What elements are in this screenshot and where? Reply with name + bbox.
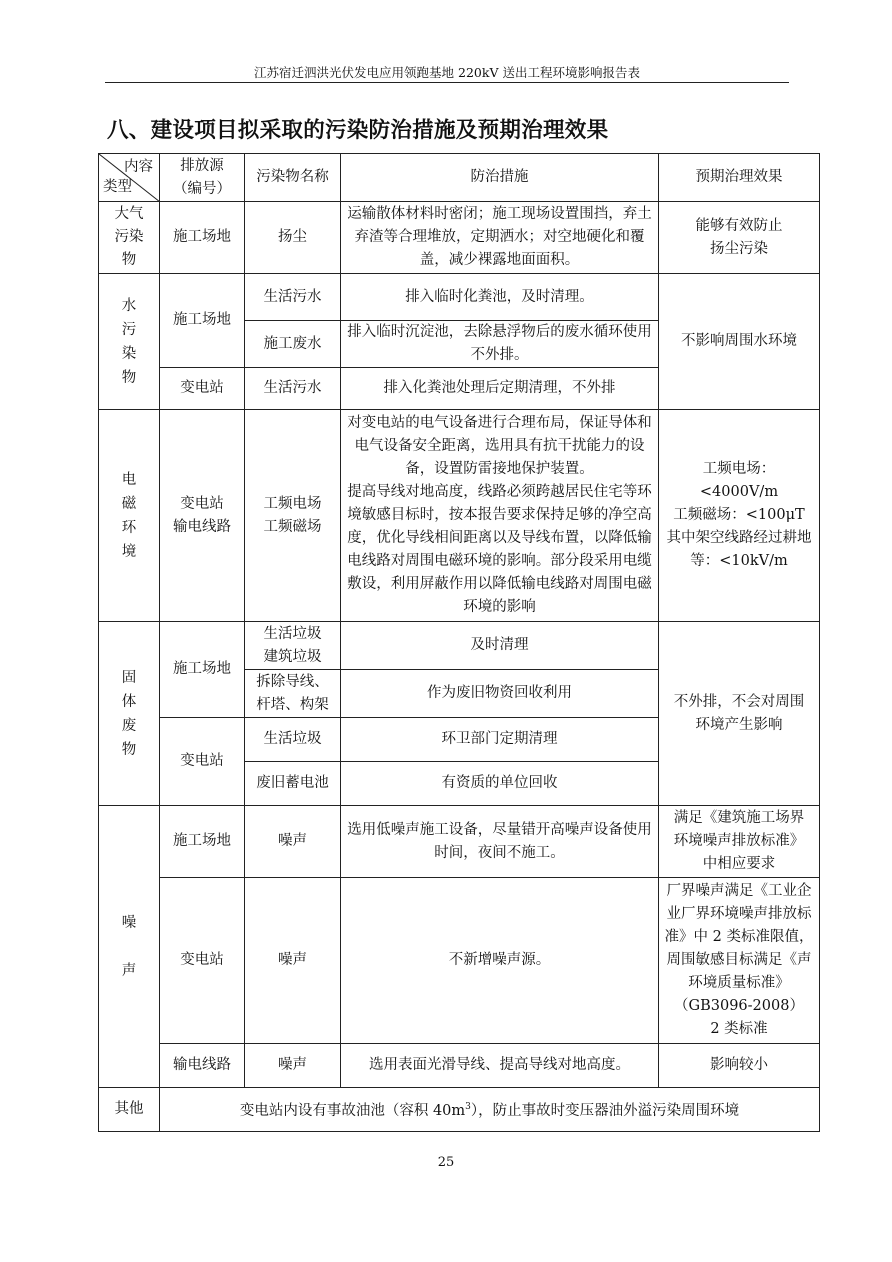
measures-cell: 排入化粪池处理后定期清理，不外排 (341, 368, 659, 410)
pollutant-cell: 噪声 (245, 878, 341, 1044)
header-rule (105, 82, 789, 83)
corner-label-content: 内容 (124, 159, 153, 175)
effect-cell: 厂界噪声满足《工业企业厂界环境噪声排放标准》中 2 类标准限值，周围敏感目标满足《声环境质量标准》（GB3096-2008） 2 类标准 (659, 878, 820, 1044)
pollutant-cell: 噪声 (245, 806, 341, 878)
section-title: 八、建设项目拟采取的污染防治措施及预期治理效果 (107, 118, 609, 143)
source-cell: 变电站 输电线路 (160, 410, 245, 622)
table-row (99, 274, 820, 321)
corner-label-type: 类型 (103, 179, 132, 195)
source-cell: 施工场地 (160, 202, 245, 274)
type-other: 其他 (99, 1088, 160, 1132)
table-row (99, 806, 820, 878)
type-electromagnetic: 电 磁 环 境 (99, 410, 160, 622)
pollutant-cell: 生活垃圾 建筑垃圾 (245, 622, 341, 670)
type-noise: 噪 声 (99, 806, 160, 1088)
header-measures: 防治措施 (341, 154, 659, 202)
pollutant-cell: 施工废水 (245, 321, 341, 368)
effect-cell: 能够有效防止 扬尘污染 (659, 202, 820, 274)
pollutant-cell: 扬尘 (245, 202, 341, 274)
table-header-row (99, 154, 820, 202)
table-row (99, 202, 820, 274)
pollution-measures-table (98, 153, 820, 1132)
page-number: 25 (437, 1155, 455, 1170)
source-cell: 施工场地 (160, 806, 245, 878)
pollutant-cell: 工频电场 工频磁场 (245, 410, 341, 622)
measures-cell: 有资质的单位回收 (341, 762, 659, 806)
pollutant-cell: 生活垃圾 (245, 718, 341, 762)
superscript: 3 (465, 1102, 471, 1113)
effect-cell: 工频电场：<4000V/m 工频磁场：<100μT 其中架空线路经过耕地等：<10kV/m (659, 410, 820, 622)
type-solid-waste: 固 体 废 物 (99, 622, 160, 806)
pollutant-cell: 生活污水 (245, 274, 341, 321)
source-cell: 变电站 (160, 718, 245, 806)
measures-cell: 选用表面光滑导线、提高导线对地高度。 (341, 1044, 659, 1088)
diagonal-header-cell (99, 154, 160, 202)
effect-cell: 不外排，不会对周围 环境产生影响 (659, 622, 820, 806)
page-header: 江苏宿迁泗洪光伏发电应用领跑基地 220kV 送出工程环境影响报告表 (254, 65, 640, 80)
header-source: 排放源 （编号） (160, 154, 245, 202)
header-effect: 预期治理效果 (659, 154, 820, 202)
table-row (99, 1088, 820, 1132)
measures-cell: 排入临时化粪池，及时清理。 (341, 274, 659, 321)
pollutant-cell: 废旧蓄电池 (245, 762, 341, 806)
measures-cell: 环卫部门定期清理 (341, 718, 659, 762)
measures-cell: 对变电站的电气设备进行合理布局，保证导体和电气设备安全距离，选用具有抗干扰能力的设备，设置防雷接地保护装置。 提高导线对地高度，线路必须跨越居民住宅等环境敏感目标时，按本报告要求保持足够的净空高度，优化导线相间距离以及导线布置，以降低输电线路对周围电磁环境的影响。部分段采用电缆敷设，利用屏蔽作用以降低输电线路对周围电磁环境的影响 (341, 410, 659, 622)
source-cell: 输电线路 (160, 1044, 245, 1088)
header-pollutant: 污染物名称 (245, 154, 341, 202)
effect-cell: 不影响周围水环境 (659, 274, 820, 410)
type-water: 水 污 染 物 (99, 274, 160, 410)
other-text-cell: 变电站内设有事故油池（容积 $40m^3$），防止事故时变压器油外溢污染周围环境 (160, 1088, 820, 1132)
source-cell: 变电站 (160, 368, 245, 410)
source-cell: 施工场地 (160, 274, 245, 368)
effect-cell: 满足《建筑施工场界 环境噪声排放标准》 中相应要求 (659, 806, 820, 878)
source-cell: 变电站 (160, 878, 245, 1044)
pollutant-cell: 噪声 (245, 1044, 341, 1088)
pollutant-cell: 拆除导线、 杆塔、构架 (245, 670, 341, 718)
table-row (99, 410, 820, 622)
table-row (99, 878, 820, 1044)
measures-cell: 排入临时沉淀池，去除悬浮物后的废水循环使用不外排。 (341, 321, 659, 368)
type-air: 大气 污染 物 (99, 202, 160, 274)
measures-cell: 及时清理 (341, 622, 659, 670)
effect-cell: 影响较小 (659, 1044, 820, 1088)
measures-cell: 运输散体材料时密闭；施工现场设置围挡，弃土弃渣等合理堆放，定期洒水；对空地硬化和覆盖，减少裸露地面面积。 (341, 202, 659, 274)
measures-cell: 作为废旧物资回收利用 (341, 670, 659, 718)
table-row (99, 622, 820, 670)
measures-cell: 不新增噪声源。 (341, 878, 659, 1044)
source-cell: 施工场地 (160, 622, 245, 718)
measures-cell: 选用低噪声施工设备，尽量错开高噪声设备使用时间，夜间不施工。 (341, 806, 659, 878)
pollutant-cell: 生活污水 (245, 368, 341, 410)
table-row (99, 1044, 820, 1088)
